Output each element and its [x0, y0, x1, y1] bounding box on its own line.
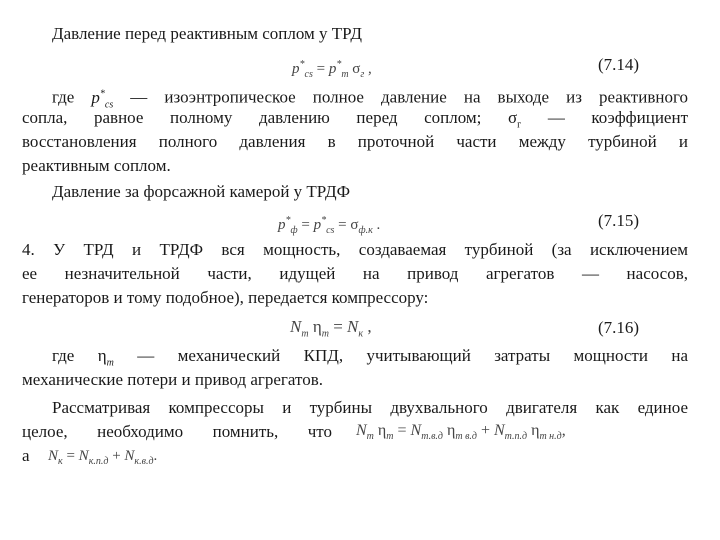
eq-sub: m	[386, 431, 394, 443]
eq-symbol: p	[278, 217, 286, 233]
equation-number-7-14: (7.14)	[598, 55, 640, 74]
symbol-sigma: σ	[507, 108, 518, 127]
eq-equals: =	[66, 448, 75, 464]
text: — коэффициент	[547, 108, 689, 127]
eq-sub: к.п.д	[88, 456, 109, 467]
sub: m	[106, 357, 114, 369]
eq-symbol: p	[328, 61, 337, 77]
para1-line3: восстановления полного давления в проточной части между турбиной и	[22, 132, 688, 151]
eq-sub: cs	[326, 225, 335, 236]
eq-punct: ,	[561, 422, 566, 439]
eq-plus: +	[480, 422, 490, 439]
symbol-p: p	[91, 87, 100, 107]
eq-symbol: σ	[350, 217, 359, 233]
eq-sub: m н.д	[539, 431, 562, 443]
para2-line1: 4. У ТРД и ТРДФ вся мощность, создаваемая турбиной (за исключением	[22, 240, 688, 259]
eq-punct: ,	[367, 317, 372, 336]
eq-symbol: σ	[352, 61, 361, 77]
equation-7-14	[292, 56, 372, 84]
equation-7-15	[278, 212, 380, 240]
eq-equals: =	[301, 217, 310, 233]
para1-line4: реактивным соплом.	[22, 156, 171, 175]
eq-equals: =	[333, 317, 343, 336]
symbol-eta: η	[97, 346, 107, 365]
text: сопла, равное полному давлению перед соплом;	[22, 108, 482, 127]
text: — механический КПД, учитывающий затраты мощности на	[137, 346, 688, 365]
eq-sub: т	[341, 69, 349, 80]
equation-compressor-power	[48, 447, 157, 471]
eq-symbol: η	[531, 422, 540, 439]
eq-sub: к.в.д	[134, 456, 154, 467]
eq-sup: *	[321, 215, 327, 226]
eq-symbol: N	[410, 422, 422, 439]
eq-sub: к	[358, 328, 364, 340]
eq-sub: т	[301, 328, 309, 340]
eq-punct: ,	[368, 61, 372, 77]
equation-number-7-15: (7.15)	[598, 211, 640, 230]
eq-symbol: p	[292, 61, 300, 77]
eq-punct: .	[153, 448, 158, 464]
sub: cs	[104, 99, 114, 111]
eq-sub: ф.к	[358, 225, 373, 236]
eq-plus: +	[112, 448, 121, 464]
eq-equals: =	[397, 422, 407, 439]
sub: г	[517, 119, 522, 131]
eq-punct: .	[376, 217, 381, 233]
eq-sup: *	[285, 215, 291, 226]
eq-sub: cs	[304, 69, 313, 80]
para4-line1: Рассматривая компрессоры и турбины двухвального двигателя как единое	[52, 398, 688, 417]
eq-symbol: N	[494, 422, 505, 439]
eq-symbol: η	[312, 317, 322, 336]
eq-symbol: N	[356, 422, 367, 439]
equation-power-balance	[356, 422, 566, 446]
eq-symbol: η	[377, 422, 387, 439]
para2-line3: генераторов и тому подобное), передается компрессору:	[22, 288, 429, 307]
eq-sub: к	[58, 456, 63, 467]
eq-sup: *	[336, 59, 342, 70]
para4-line2-text: целое, необходимо помнить, что	[22, 422, 332, 441]
eq-sub: т.в.д	[421, 431, 443, 443]
eq-sub: m	[321, 328, 329, 340]
eq-sub: т	[366, 431, 374, 443]
eq-sub: m в.д	[455, 431, 477, 443]
text: где	[52, 346, 75, 365]
para4-line3-prefix: а	[22, 446, 30, 465]
eq-symbol: N	[290, 317, 302, 336]
eq-symbol: p	[313, 217, 322, 233]
eq-sub: ф	[290, 225, 298, 236]
eq-symbol: N	[124, 448, 135, 464]
text: — изоэнтропическое полное давление на выходе из реактивного	[130, 87, 689, 107]
equation-7-16	[290, 318, 372, 343]
text: где	[52, 87, 75, 107]
eq-sub: г	[360, 69, 365, 80]
eq-sup: *	[299, 59, 305, 70]
eq-symbol: η	[446, 422, 456, 439]
heading-trdf-pressure: Давление за форсажной камерой у ТРДФ	[52, 182, 351, 201]
eq-sub: т.п.д	[504, 431, 528, 443]
eq-symbol: N	[48, 448, 59, 464]
eq-symbol: N	[78, 448, 89, 464]
para3-line2: механические потери и привод агрегатов.	[22, 370, 323, 389]
para2-line2: ее незначительной части, идущей на привод агрегатов — насосов,	[22, 264, 688, 283]
eq-equals: =	[316, 61, 326, 77]
eq-equals: =	[338, 217, 347, 233]
sup: *	[99, 88, 105, 99]
eq-symbol: N	[347, 317, 359, 336]
equation-number-7-16: (7.16)	[598, 318, 640, 337]
heading-trd-pressure: Давление перед реактивным соплом у ТРД	[52, 24, 362, 43]
